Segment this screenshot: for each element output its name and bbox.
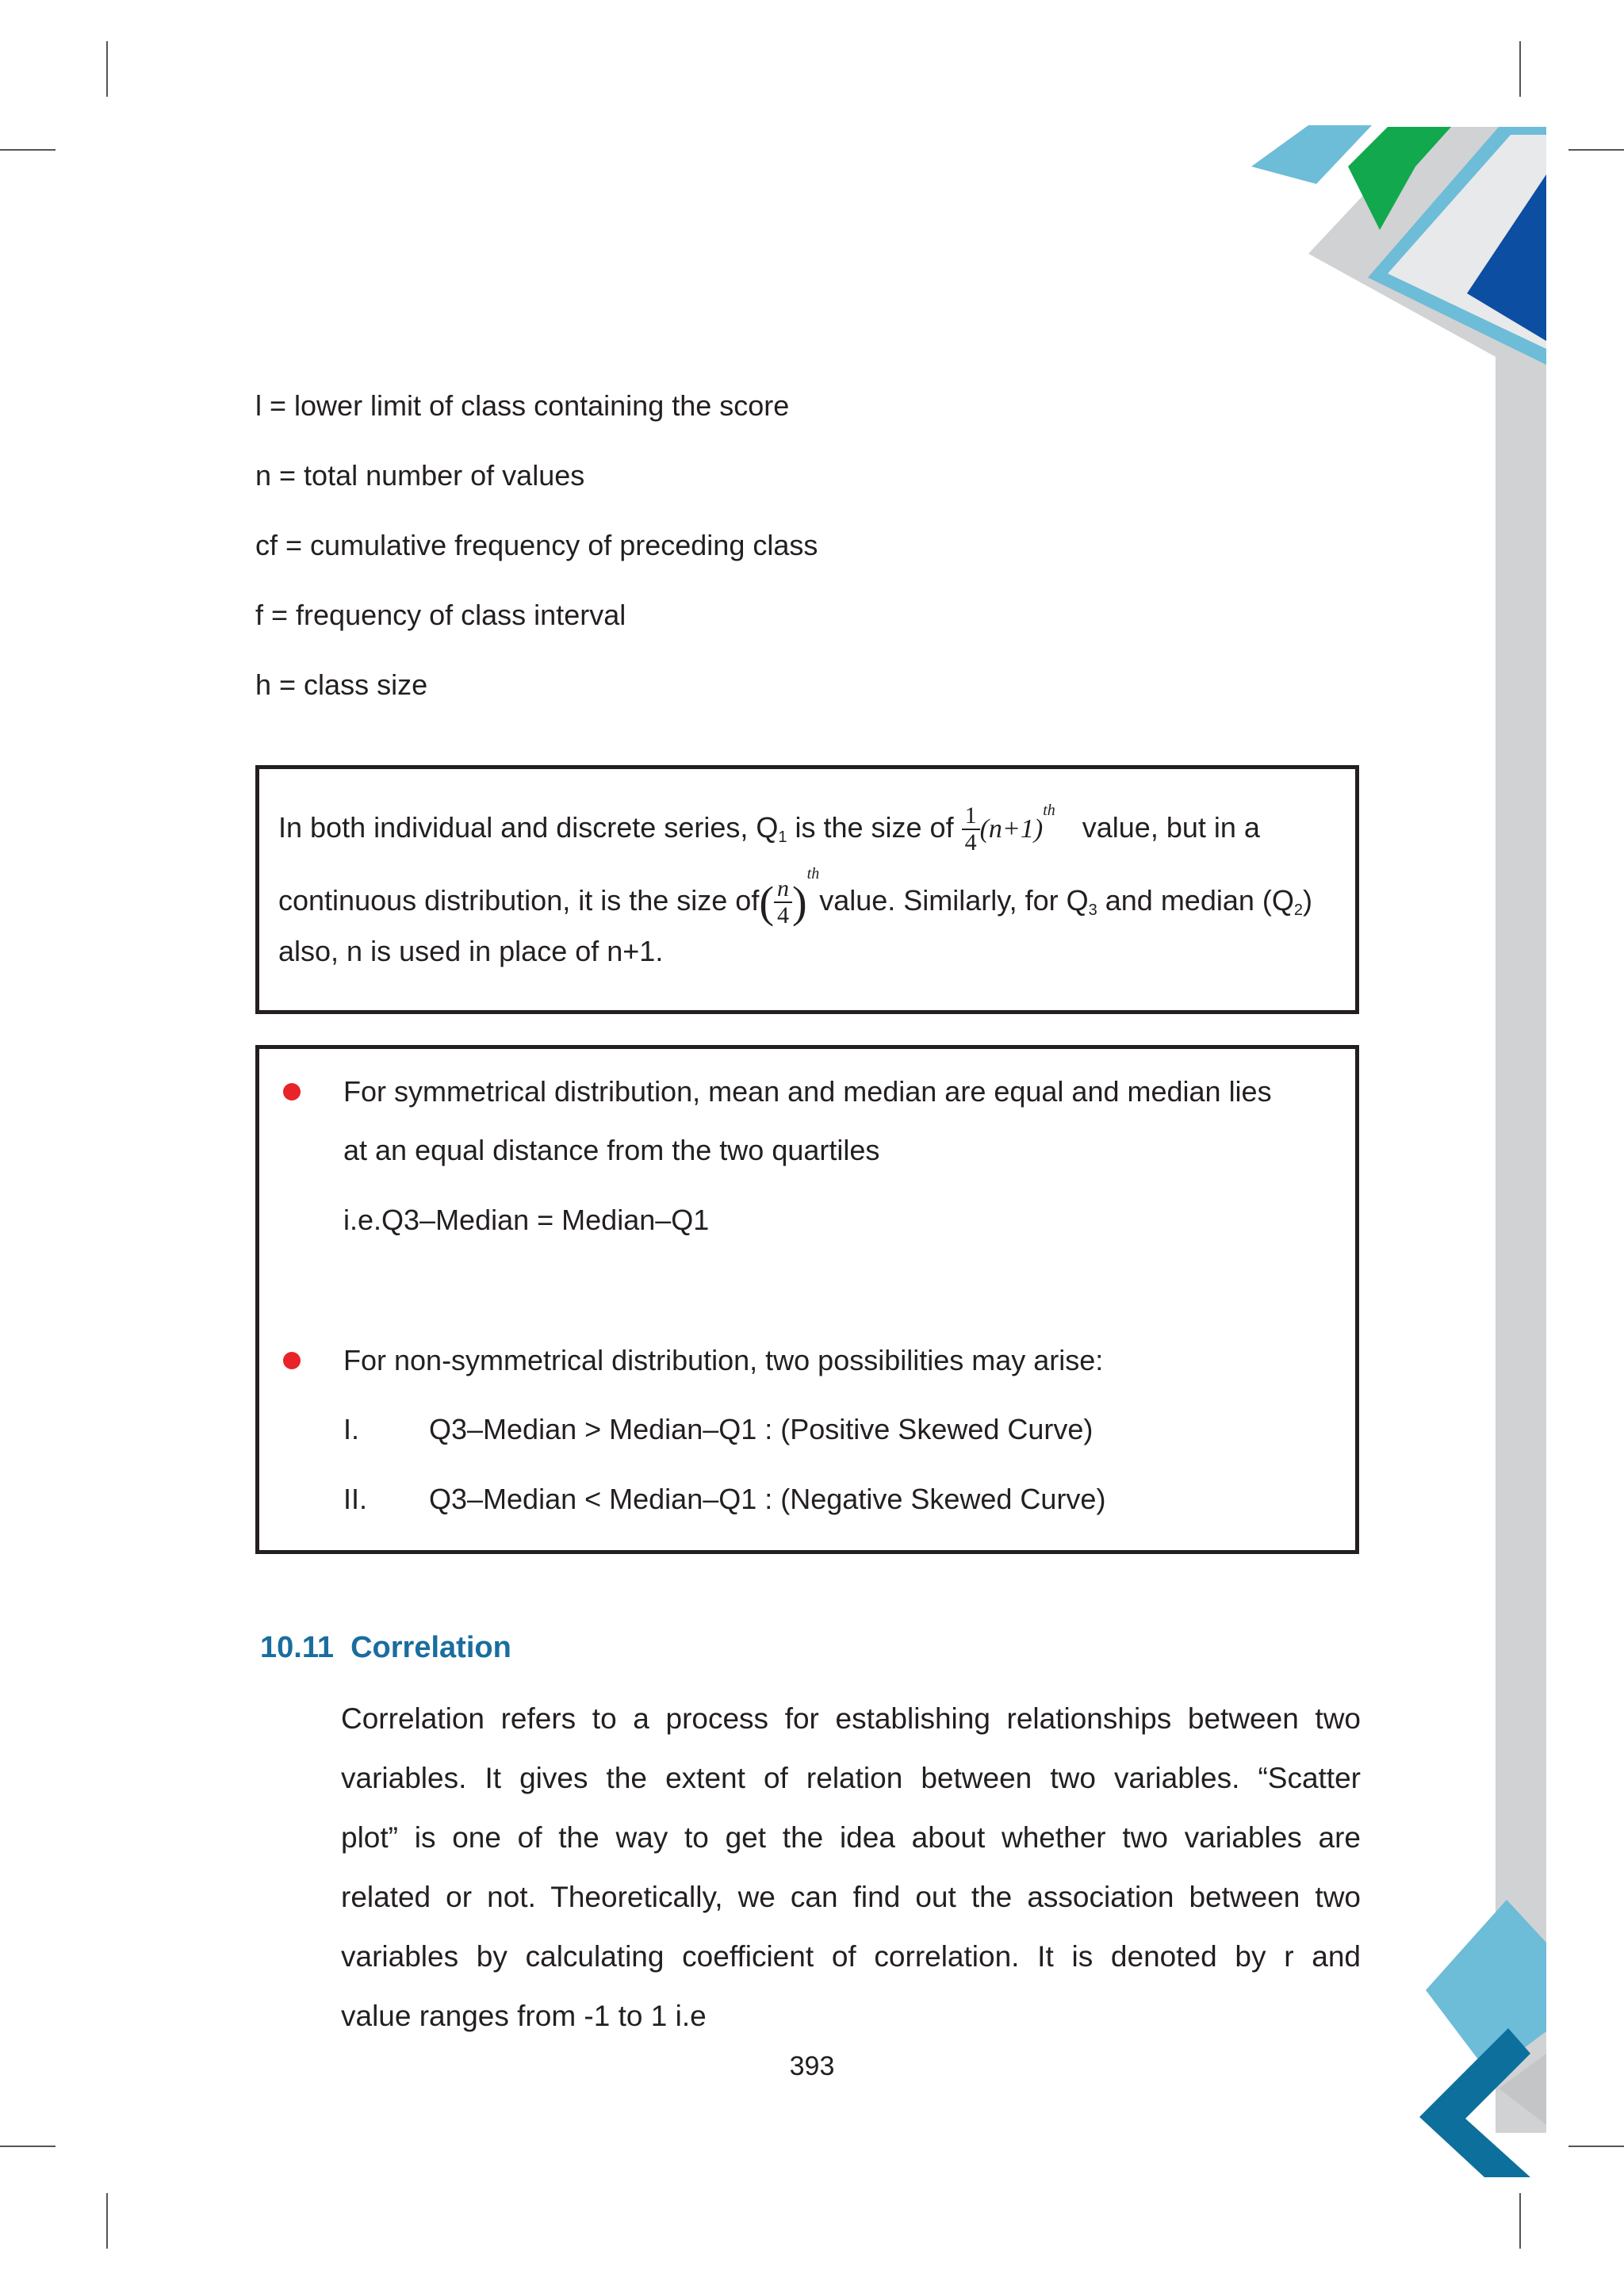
paragraph-line: value ranges from -1 to 1 i.e [341, 2000, 707, 2032]
definition-lower-limit: l = lower limit of class containing the score [255, 389, 790, 422]
note-line-1 [278, 793, 1260, 856]
ordinal-th: th [806, 865, 820, 882]
note-text: ) [1303, 884, 1313, 917]
definition-class-size: h = class size [255, 668, 428, 701]
bullet-1-line-2: at an equal distance from the two quartiles [343, 1134, 880, 1166]
crop-mark [1568, 149, 1624, 151]
note-text: and median (Q [1097, 884, 1294, 917]
crop-mark [1519, 2193, 1521, 2249]
note-text: continuous distribution, it is the size of [278, 884, 760, 917]
paragraph-line: plot” is one of the way to get the idea about whether two variables are [341, 1821, 1361, 1854]
note-text: value. Similarly, for Q [819, 884, 1089, 917]
note-text: value, but in a [1074, 811, 1260, 844]
paragraph-line: related or not. Theoretically, we can find out the association between two [341, 1881, 1361, 1913]
list-item-number: II. [343, 1483, 368, 1515]
note-text: In both individual and discrete series, Q [278, 811, 779, 844]
section-heading: 10.11 Correlation [260, 1631, 511, 1664]
right-paren: ) [791, 878, 807, 928]
fraction-denominator: 4 [964, 829, 977, 856]
left-paren: ( [759, 878, 774, 928]
bullet-1-line-1: For symmetrical distribution, mean and median are equal and median lies [343, 1075, 1272, 1108]
side-stripe [1496, 389, 1546, 2133]
note-text: is the size of [787, 811, 962, 844]
bullet-dot [283, 1083, 301, 1101]
list-item-number: I. [343, 1413, 360, 1445]
page-number: 393 [789, 2051, 835, 2081]
fraction-numerator: 1 [962, 803, 980, 830]
subscript: 1 [778, 829, 787, 846]
definition-cumulative-frequency: cf = cumulative frequency of preceding class [255, 529, 818, 561]
definition-total-values: n = total number of values [255, 459, 585, 492]
paragraph-line: variables. It gives the extent of relation between two variables. “Scatter [341, 1762, 1361, 1794]
subscript: 2 [1293, 902, 1304, 919]
crop-mark [1568, 2146, 1624, 2147]
crop-mark [0, 149, 56, 151]
bullet-dot [283, 1352, 301, 1369]
bullet-2-line-1: For non-symmetrical distribution, two possibilities may arise: [343, 1344, 1104, 1376]
crop-mark [1519, 41, 1521, 97]
bullet-1-formula: i.e.Q3–Median = Median–Q1 [343, 1204, 710, 1236]
ordinal-th: th [1043, 802, 1055, 819]
list-item-text: Q3–Median > Median–Q1 : (Positive Skewed Curve) [429, 1413, 1094, 1445]
fraction-numerator: n [774, 876, 792, 903]
fraction-n-over-4 [774, 876, 792, 928]
crop-mark [106, 41, 108, 97]
paragraph-line: variables by calculating coefficient of correlation. It is denoted by r and [341, 1940, 1361, 1973]
fraction-denominator: 4 [776, 902, 789, 929]
definition-frequency: f = frequency of class interval [255, 599, 626, 631]
list-item-text: Q3–Median < Median–Q1 : (Negative Skewed Curve) [429, 1483, 1106, 1515]
expression-n-plus-1: (n+1) [979, 814, 1044, 844]
paragraph-line: Correlation refers to a process for establishing relationships between two [341, 1702, 1361, 1735]
bullet-box [255, 1045, 1359, 1554]
note-line-3: also, n is used in place of n+1. [278, 935, 664, 967]
fraction-one-quarter [962, 803, 980, 856]
crop-mark [106, 2193, 108, 2249]
note-line-2 [278, 856, 1312, 928]
crop-mark [0, 2146, 56, 2147]
subscript: 3 [1088, 902, 1097, 919]
note-box [255, 765, 1359, 1014]
